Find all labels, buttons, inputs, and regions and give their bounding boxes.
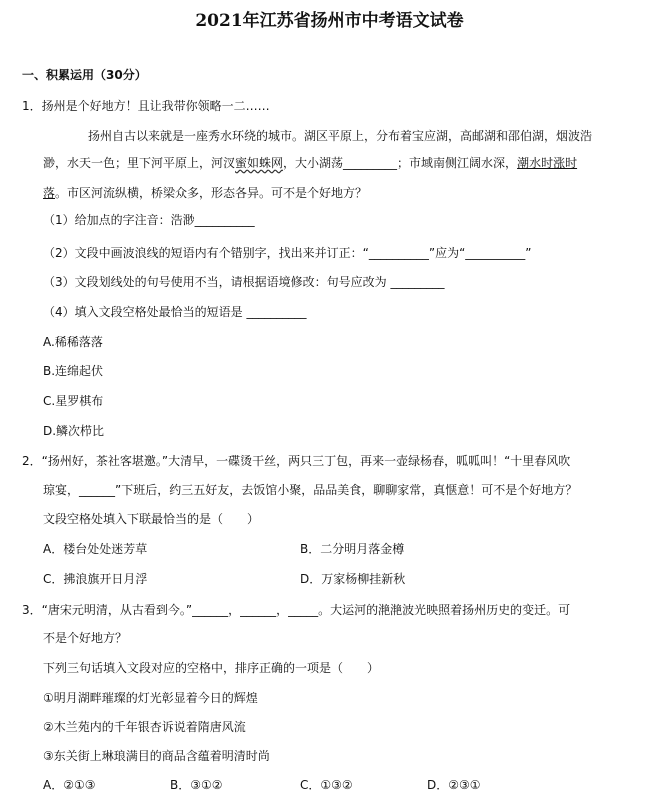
q1-passage-line-1: 扬州自古以来就是一座秀水环绕的城市。湖区平原上，分布着宝应湖，高邮湖和邵伯湖，烟波浩 [88,129,593,143]
q1-option-c: C.星罗棋布 [43,394,104,408]
q1-sub-3: （3）文段划线处的句号使用不当，请根据语境修改：句号应改为 _________ [43,275,445,289]
q1-passage-text: 渺，水天一色；里下河平原上，河汊 [43,156,236,170]
q1-option-b: B.连绵起伏 [43,364,104,378]
q3-option-a: A．②①③ [43,778,96,792]
wavy-underlined-phrase: 蜜如蛛网 [235,156,284,170]
question-2-prompt: 文段空格处填入下联最恰当的是（ ） [43,512,260,526]
q1-passage-line-2 [43,155,577,171]
question-3-line-1: 3．“唐宋元明清，从古看到今。”______，______，_____。大运河的滟滟波光映照着扬州历史的变迁。可 [22,603,571,617]
question-1-stem: 1．扬州是个好地方！且让我带你领略一二…… [22,99,270,113]
q1-passage-line-3 [43,185,367,201]
q2-option-a: A．楼台处处迷芳草 [43,542,148,556]
passage-blank: _________ [343,156,398,170]
q3-option-d: D．②③① [427,778,481,792]
page-title: 2021年江苏省扬州市中考语文试卷 [195,11,464,31]
q3-item-3: ③东关街上琳琅满目的商品含蕴着明清时尚 [43,749,270,763]
underlined-sentence: 落 [43,186,56,200]
q1-option-a: A.稀稀落落 [43,335,103,349]
q1-sub-2: （2）文段中画波浪线的短语内有个错别字，找出来并订正：“__________”应为“__________” [43,246,532,260]
q2-option-b: B．二分明月落金樽 [300,542,405,556]
q3-option-b: B．③①② [170,778,223,792]
q2-option-d: D．万家杨柳挂新秋 [300,572,406,586]
q3-item-2: ②木兰苑内的千年银杏诉说着隋唐风流 [43,720,246,734]
q1-sub-1: （1）给加点的字注音：浩渺__________ [43,213,255,227]
section-heading: 一、积累运用（30分） [22,68,147,82]
q3-item-1: ①明月湖畔璀璨的灯光彰显着今日的辉煌 [43,691,258,705]
q3-option-c: C．①③② [300,778,353,792]
underlined-sentence: 潮水时涨时 [517,156,578,170]
q1-sub-4: （4）填入文段空格处最恰当的短语是 __________ [43,305,307,319]
question-2-line-2: 琼宴，______”下班后，约三五好友，去饭馆小聚，品品美食，聊聊家常，真惬意！可不是个好地方？ [43,483,578,497]
q1-passage-text: ；市域南侧江阔水深， [397,156,518,170]
q2-option-c: C．拂浪旗开日月浮 [43,572,148,586]
question-3-line-2: 不是个好地方？ [43,631,128,645]
q1-option-d: D.鳞次栉比 [43,424,105,438]
q1-passage-text: ，大小湖荡 [283,156,344,170]
question-2-line-1: 2．“扬州好，茶社客堪邀。”大清早，一碟烫干丝，两只三丁包，再来一壶绿杨春，呱呱叫！“十里春风吹 [22,454,571,468]
q1-passage-text: 。市区河流纵横，桥梁众多，形态各异。可不是个好地方？ [55,186,368,200]
question-3-prompt: 下列三句话填入文段对应的空格中，排序正确的一项是（ ） [43,661,380,675]
